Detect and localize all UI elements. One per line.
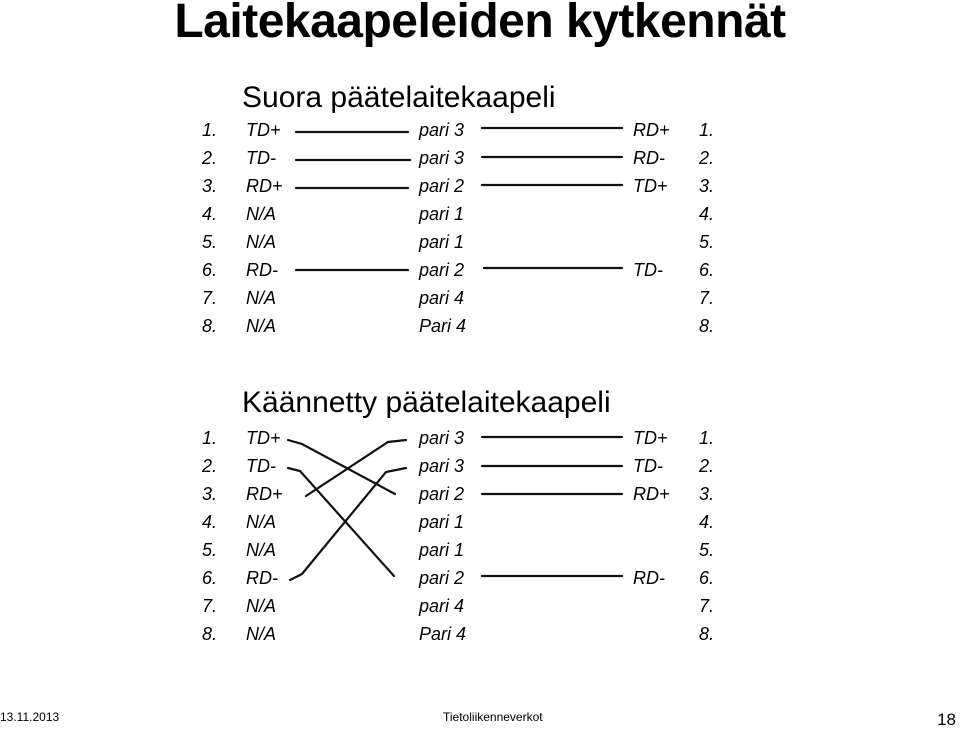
right-pin-number: 4.	[699, 204, 715, 224]
right-pin-number: 1.	[699, 120, 715, 140]
left-pin-number: 2.	[202, 456, 218, 476]
right-pin-number: 2.	[699, 456, 715, 476]
table-row	[190, 624, 750, 648]
left-pin-number: 2.	[202, 148, 218, 168]
pair-label: pari 3	[419, 148, 465, 168]
footer-date: 13.11.2013	[0, 710, 60, 724]
left-signal: RD-	[246, 568, 278, 588]
left-signal: TD-	[246, 456, 276, 476]
straight-cable-title: Suora päätelaitekaapeli	[242, 81, 556, 114]
table-row	[190, 260, 750, 284]
straight-cable-diagram	[190, 80, 750, 342]
left-signal: N/A	[246, 204, 277, 224]
left-signal: N/A	[246, 232, 277, 252]
left-pin-number: 7.	[202, 596, 218, 616]
right-pin-number: 5.	[699, 540, 715, 560]
left-signal: N/A	[246, 512, 277, 532]
left-signal: N/A	[246, 624, 277, 644]
table-row	[190, 232, 750, 256]
right-pin-number: 6.	[699, 568, 715, 588]
pair-label: pari 2	[419, 484, 465, 504]
left-pin-number: 8.	[202, 316, 218, 336]
pair-label: Pari 4	[419, 624, 467, 644]
left-pin-number: 5.	[202, 232, 218, 252]
left-signal: TD+	[246, 428, 281, 448]
right-signal: RD+	[633, 120, 670, 140]
table-row	[190, 120, 750, 144]
pair-label: Pari 4	[419, 316, 467, 336]
table-row	[190, 204, 750, 228]
right-pin-number: 1.	[699, 428, 715, 448]
left-pin-number: 6.	[202, 568, 218, 588]
right-signal: TD-	[633, 456, 663, 476]
table-row	[190, 288, 750, 312]
left-pin-number: 3.	[202, 484, 218, 504]
right-signal: TD-	[633, 260, 663, 280]
left-signal: TD+	[246, 120, 281, 140]
right-pin-number: 6.	[699, 260, 715, 280]
table-row	[190, 484, 750, 508]
left-pin-number: 4.	[202, 512, 218, 532]
left-pin-number: 5.	[202, 540, 218, 560]
left-pin-number: 4.	[202, 204, 218, 224]
pair-label: pari 3	[419, 120, 465, 140]
table-row	[190, 540, 750, 564]
left-signal: N/A	[246, 316, 277, 336]
right-pin-number: 8.	[699, 624, 715, 644]
right-signal: RD-	[633, 148, 665, 168]
crossover-cable-diagram	[190, 386, 750, 648]
pair-label: pari 3	[419, 456, 465, 476]
pair-label: pari 1	[419, 512, 465, 532]
right-pin-number: 8.	[699, 316, 715, 336]
right-signal: TD+	[633, 176, 668, 196]
right-pin-number: 7.	[699, 596, 715, 616]
pair-label: pari 4	[419, 288, 465, 308]
left-signal: N/A	[246, 540, 277, 560]
right-pin-number: 3.	[699, 484, 715, 504]
right-pin-number: 7.	[699, 288, 715, 308]
pair-label: pari 1	[419, 232, 465, 252]
table-row	[190, 596, 750, 620]
right-pin-number: 2.	[699, 148, 715, 168]
left-pin-number: 1.	[202, 120, 218, 140]
table-row	[190, 568, 750, 592]
left-signal: RD+	[246, 176, 283, 196]
left-signal: RD+	[246, 484, 283, 504]
left-pin-number: 7.	[202, 288, 218, 308]
pair-label: pari 2	[419, 568, 465, 588]
pair-label: pari 3	[419, 428, 465, 448]
left-signal: RD-	[246, 260, 278, 280]
page-number: 18	[937, 710, 956, 729]
table-row	[190, 512, 750, 536]
table-row	[190, 148, 750, 172]
right-pin-number: 5.	[699, 232, 715, 252]
left-signal: TD-	[246, 148, 276, 168]
left-pin-number: 8.	[202, 624, 218, 644]
pair-label: pari 1	[419, 540, 465, 560]
footer-course-title: Tietoliikenneverkot	[443, 710, 543, 724]
pair-label: pari 2	[419, 176, 465, 196]
left-signal: N/A	[246, 288, 277, 308]
slide-title: Laitekaapeleiden kytkennät	[174, 0, 786, 48]
table-row	[190, 428, 750, 452]
table-row	[190, 456, 750, 480]
table-row	[190, 316, 750, 340]
crossover-cable-title: Käännetty päätelaitekaapeli	[242, 386, 611, 419]
right-pin-number: 4.	[699, 512, 715, 532]
pair-label: pari 1	[419, 204, 465, 224]
right-pin-number: 3.	[699, 176, 715, 196]
left-signal: N/A	[246, 596, 277, 616]
left-pin-number: 6.	[202, 260, 218, 280]
pair-label: pari 4	[419, 596, 465, 616]
left-pin-number: 1.	[202, 428, 218, 448]
table-row	[190, 176, 750, 200]
left-pin-number: 3.	[202, 176, 218, 196]
right-signal: RD-	[633, 568, 665, 588]
right-signal: RD+	[633, 484, 670, 504]
pair-label: pari 2	[419, 260, 465, 280]
right-signal: TD+	[633, 428, 668, 448]
